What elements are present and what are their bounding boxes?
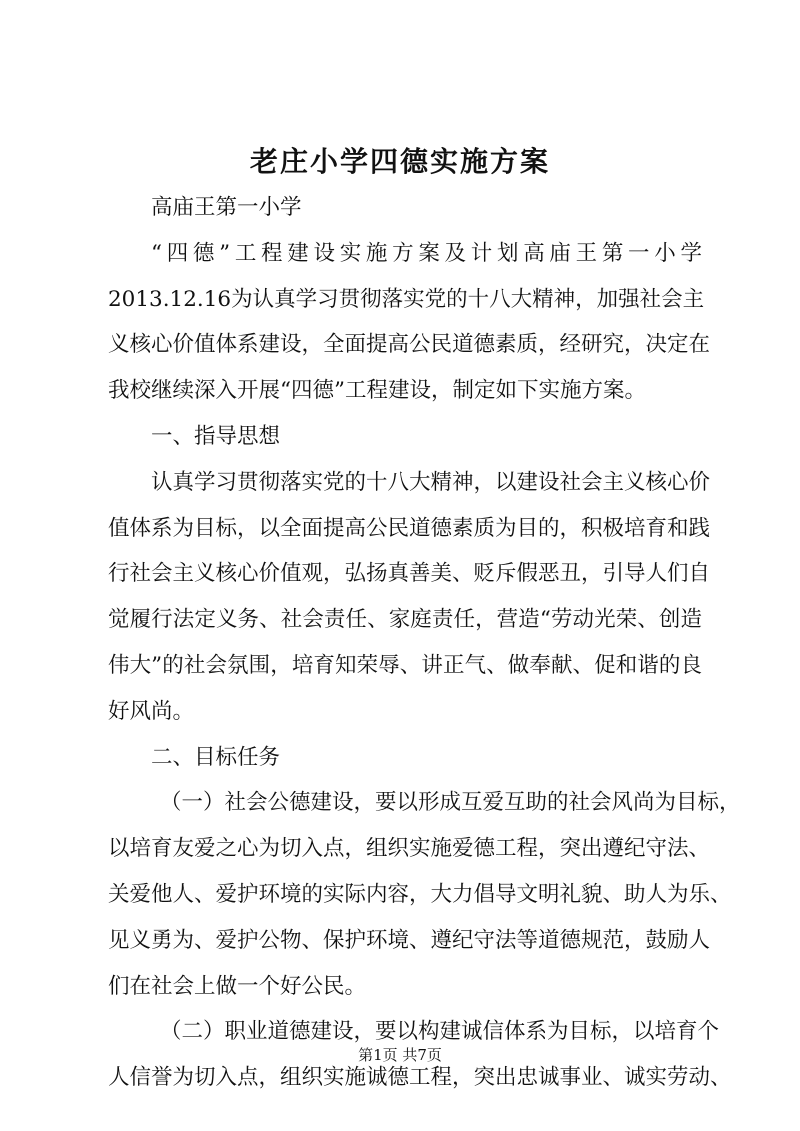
paragraph-line: 觉履行法定义务、社会责任、家庭责任，营造“劳动光荣、创造 [108,607,702,633]
paragraph-line: 义核心价值体系建设，全面提高公民道德素质，经研究，决定在 [108,332,711,358]
paragraph-line: 们在社会上做一个好公民。 [108,973,367,999]
school-name-line: 高庙王第一小学 [151,195,302,220]
paragraph-line: 行社会主义核心价值观，弘扬真善美、贬斥假恶丑，引导人们自 [108,561,711,587]
page-number-footer: 第1页 共7页 [358,1046,442,1064]
paragraph-line: （二）职业道德建设，要以构建诚信体系为目标，以培育个 [160,1019,720,1045]
document-body [108,185,741,1101]
paragraph-line: 我校继续深入开展“四德”工程建设，制定如下实施方案。 [108,378,646,404]
document-title: 老庄小学四德实施方案 [249,145,550,178]
paragraph-line: 人信誉为切入点，组织实施诚德工程，突出忠诚事业、诚实劳动、 [108,1065,732,1091]
paragraph-line: 认真学习贯彻落实党的十八大精神，以建设社会主义核心价 [151,469,711,495]
paragraph-line: 值体系为目标，以全面提高公民道德素质为目的，积极培育和践 [108,515,711,541]
section-heading: 二、目标任务 [151,744,281,770]
paragraph-line: 伟大”的社会氛围，培育知荣辱、讲正气、做奉献、促和谐的良 [108,652,702,678]
paragraph-line: （一）社会公德建设，要以形成互爱互助的社会风尚为目标， [160,790,741,816]
paragraph-line: 好风尚。 [108,698,195,724]
section-heading: 一、指导思想 [151,423,281,449]
paragraph-line: 关爱他人、爱护环境的实际内容，大力倡导文明礼貌、助人为乐、 [108,881,732,907]
paragraph-line: “四德”工程建设实施方案及计划高庙王第一小学 [151,240,702,266]
paragraph-line: 2013.12.16为认真学习贯彻落实党的十八大精神，加强社会主 [108,286,705,312]
paragraph-line: 见义勇为、爱护公物、保护环境、遵纪守法等道德规范，鼓励人 [108,927,711,953]
paragraph-line: 以培育友爱之心为切入点，组织实施爱德工程，突出遵纪守法、 [108,836,711,862]
